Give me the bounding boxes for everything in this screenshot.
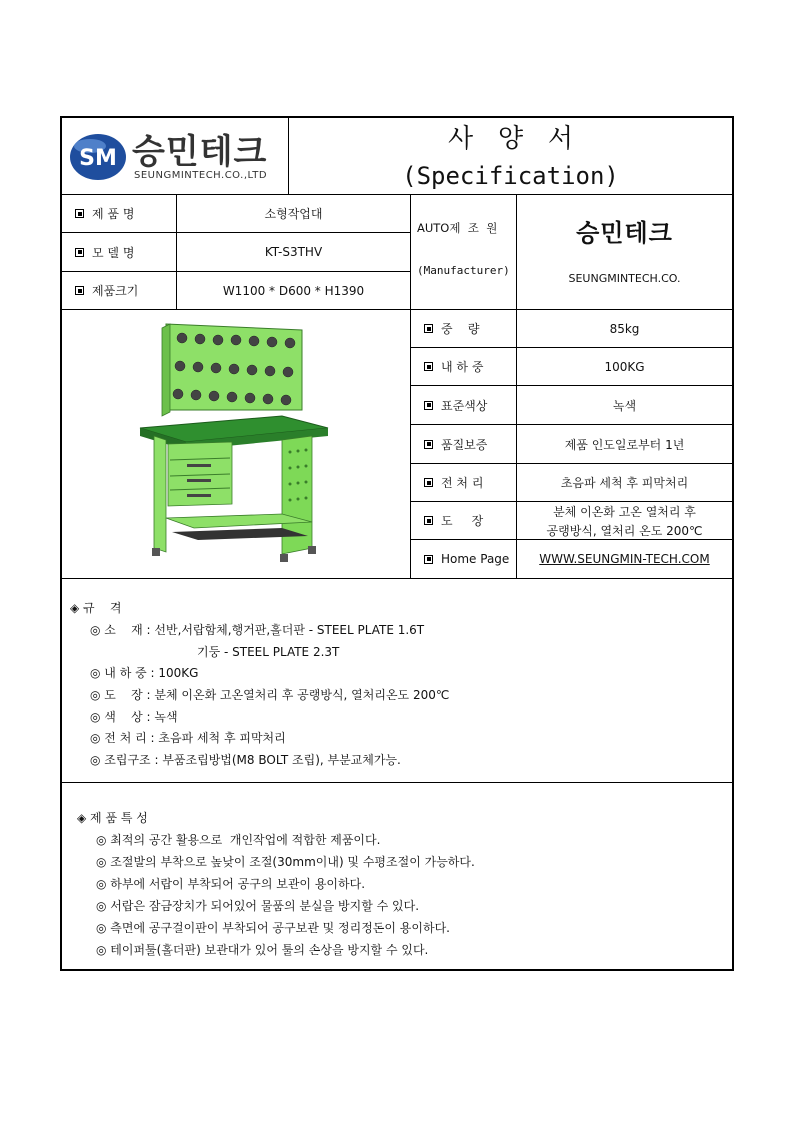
homepage-label: Home Page — [411, 540, 516, 578]
square-bullet-icon — [424, 478, 433, 487]
feature-line: ◎ 서랍은 잠금장치가 되어있어 물품의 분실을 방지할 수 있다. — [96, 899, 420, 913]
weight-value: 85kg — [609, 321, 640, 336]
logo-mark-icon — [68, 132, 128, 182]
square-bullet-icon — [75, 286, 84, 295]
model-label: 모 델 명 — [62, 233, 175, 271]
manufacturer-label: AUTO제 조 원 — [417, 221, 498, 235]
standard-line: ◎ 내 하 중 : 100KG — [90, 666, 199, 680]
feature-line: ◎ 조절발의 부착으로 높낮이 조절(30mm이내) 및 수평조절이 가능하다. — [96, 855, 475, 869]
square-bullet-icon — [424, 516, 433, 525]
logo-name-ko: 승민테크 — [132, 132, 268, 172]
size-label: 제품크기 — [62, 272, 175, 309]
pretreatment-value: 초음파 세척 후 피막처리 — [560, 476, 689, 490]
square-bullet-icon — [75, 209, 84, 218]
coating-value-line2: 공랭방식, 열처리 온도 200℃ — [546, 523, 703, 538]
spec-sheet-frame — [60, 116, 734, 971]
color-label: 표준색상 — [411, 386, 516, 424]
warranty-label: 품질보증 — [411, 425, 516, 463]
logo-name-en: SEUNGMINTECH.CO.,LTD — [134, 170, 268, 181]
pretreatment-label: 전 처 리 — [411, 464, 516, 501]
color-value: 녹색 — [612, 398, 637, 413]
square-bullet-icon — [424, 555, 433, 564]
coating-label: 도 장 — [411, 502, 516, 539]
company-logo — [68, 132, 283, 188]
square-bullet-icon — [424, 401, 433, 410]
feature-line: ◎ 최적의 공간 활용으로 개인작업에 적합한 제품이다. — [96, 833, 381, 847]
homepage-link[interactable]: WWW.SEUNGMIN-TECH.COM — [539, 552, 710, 566]
weight-label: 중 량 — [411, 310, 516, 347]
model-value: KT-S3THV — [264, 245, 323, 259]
title-en: (Specification) — [402, 162, 619, 190]
manufacturer-name: 승민테크 — [576, 218, 673, 247]
homepage-link-cell — [517, 540, 732, 578]
features-heading: ◈ 제 품 특 성 — [77, 811, 148, 825]
product-name-value: 소형작업대 — [264, 207, 323, 221]
warranty-value: 제품 인도일로부터 1년 — [564, 437, 685, 452]
standard-heading: ◈ 규 격 — [70, 601, 122, 615]
square-bullet-icon — [424, 324, 433, 333]
standard-line: ◎ 조립구조 : 부품조립방법(M8 BOLT 조립), 부분교체가능. — [90, 753, 401, 767]
feature-line: ◎ 하부에 서랍이 부착되어 공구의 보관이 용이하다. — [96, 877, 366, 891]
title-ko: 사 양 서 — [448, 123, 573, 154]
product-image — [132, 318, 332, 568]
product-name-label: 제 품 명 — [62, 195, 175, 232]
square-bullet-icon — [75, 248, 84, 257]
square-bullet-icon — [424, 362, 433, 371]
coating-value-line1: 분체 이온화 고온 열처리 후 — [553, 504, 696, 519]
feature-line: ◎ 측면에 공구걸이판이 부착되어 공구보관 및 정리정돈이 용이하다. — [96, 921, 450, 935]
feature-line: ◎ 테이퍼툴(홀더판) 보관대가 있어 툴의 손상을 방지할 수 있다. — [96, 943, 429, 957]
rule-standard-bottom — [62, 782, 732, 783]
square-bullet-icon — [424, 440, 433, 449]
standard-line: ◎ 소 재 : 선반,서랍함체,행거판,홀더판 - STEEL PLATE 1.6T — [90, 623, 425, 637]
manufacturer-name-en: SEUNGMINTECH.CO. — [568, 271, 681, 285]
load-value: 100KG — [604, 359, 645, 374]
standard-line: ◎ 도 장 : 분체 이온화 고온열처리 후 공랭방식, 열처리온도 200℃ — [90, 688, 450, 702]
standard-line: 기둥 - STEEL PLATE 2.3T — [197, 645, 340, 659]
size-value: W1100 * D600 * H1390 — [222, 283, 365, 298]
standard-line: ◎ 색 상 : 녹색 — [90, 710, 178, 724]
standard-line: ◎ 전 처 리 : 초음파 세척 후 피막처리 — [90, 731, 286, 745]
svg-text:SM: SM — [79, 146, 117, 171]
rule-specs-bottom — [62, 578, 732, 579]
load-label: 내 하 중 — [411, 348, 516, 385]
manufacturer-label-en: (Manufacturer) — [417, 263, 510, 277]
